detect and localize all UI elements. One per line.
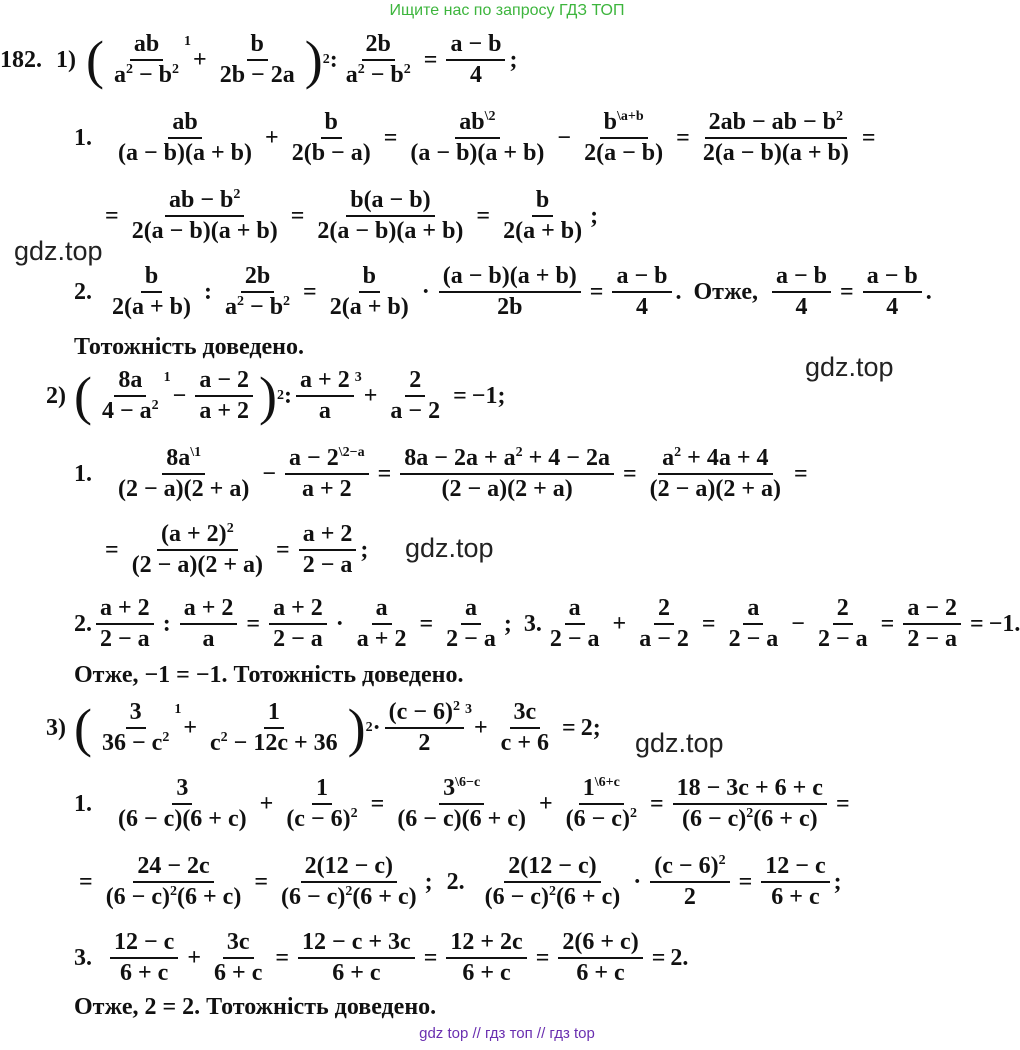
equation-step: 1. $\frac{ab}{(a - b)(a + b)}$ + $\frac{b}{2(b - a)}$ = $\frac{ab^{\backslash 2}}{(a - b)(a + b)}$ − $\frac{b^{\backslash a+b}}{2(a - b)}$ = $\frac{2ab - ab - b^2}{2(a - b)(a + b)}$ = — [74, 109, 876, 167]
conclusion-text: Отже, 2 = 2. Тотожність доведено. — [74, 994, 437, 1020]
problem-number: 182. — [0, 46, 42, 73]
equation-step: 1. $\frac{3}{(6 - c)(6 + c)}$ + $\frac{1}{(c - 6)^2}$ = $\frac{3^{\backslash 6-c}}{(6 - c)(6 + c)}$ + $\frac{1^{\backslash 6+c}}{(6 - c)^2}$ = $\frac{18 - 3c + 6 + c}{(6 - c)^2(6 + c)}$ = — [74, 775, 850, 833]
part-label: 2) — [46, 382, 66, 409]
equation-182-1-statement: 182. 1) ( $\frac{ab}{a^2 - b^2}$ 1 + $\frac{b}{2b - 2a}$ ) 2 : $\frac{2b}{a^2 - b^2}$ = $\frac{a - b}{4}$ ; — [0, 30, 518, 91]
equation-step: 1. $\frac{8a^{\backslash 1}}{(2 - a)(2 + a)}$ − $\frac{a - 2^{\backslash 2-a}}{a + 2}$ = $\frac{8a - 2a + a^2 + 4 - 2a}{(2 - a)(2 + a)}$ = $\frac{a^2 + 4a + 4}{(2 - a)(2 + a)}$ = — [74, 445, 808, 503]
watermark: gdz.top — [405, 533, 494, 563]
part-label: 3) — [46, 714, 66, 741]
equation-step: = $\frac{(a + 2)^2}{(2 - a)(2 + a)}$ = $\frac{a + 2}{2 - a}$ ; — [105, 521, 369, 579]
part-label: 1) — [56, 46, 76, 73]
equation-step: 2. $\frac{a + 2}{2 - a}$ : $\frac{a + 2}{a}$ = $\frac{a + 2}{2 - a}$ · $\frac{a}{a + 2}$ = $\frac{a}{2 - a}$ ; 3. $\frac{a}{2 - a}$ + $\frac{2}{a - 2}$ = $\frac{a}{2 - a}$ − $\frac{2}{2 - a}$ = $\frac{a - 2}{2 - a}$ = −1. — [74, 595, 1020, 653]
conclusion-text: Тотожність доведено. — [74, 334, 304, 360]
equation-182-2-statement: 2) ( $\frac{8a}{4 - a^2}$ 1 − $\frac{a - 2}{a + 2}$ ) 2 : $\frac{a + 2}{a}$ 3 + $\frac{2}{a - 2}$ = −1; — [46, 366, 506, 427]
equation-step: 2. $\frac{b}{2(a + b)}$ : $\frac{2b}{a^2 - b^2}$ = $\frac{b}{2(a + b)}$ · $\frac{(a - b)(a + b)}{2b}$ = $\frac{a - b}{4}$ . Отже, $\frac{a - b}{4}$ = $\frac{a - b}{4}$ . — [74, 263, 932, 321]
equation-182-3-statement: 3) ( $\frac{3}{36 - c^2}$ 1 + $\frac{1}{c^2 - 12c + 36}$ ) 2 · $\frac{(c - 6)^2}{2}$ 3 + $\frac{3c}{c + 6}$ = 2; — [46, 698, 601, 759]
watermark: gdz.top — [635, 728, 724, 758]
footer-links[interactable]: gdz top // гдз топ // гдз top — [419, 1025, 595, 1042]
watermark: gdz.top — [14, 236, 103, 266]
equation-step: 3. $\frac{12 - c}{6 + c}$ + $\frac{3c}{6 + c}$ = $\frac{12 - c + 3c}{6 + c}$ = $\frac{12 + 2c}{6 + c}$ = $\frac{2(6 + c)}{6 + c}$ = 2. — [74, 929, 689, 987]
equation-step: = $\frac{ab - b^2}{2(a - b)(a + b)}$ = $\frac{b(a - b)}{2(a - b)(a + b)}$ = $\frac{b}{2(a + b)}$ ; — [105, 187, 599, 245]
equation-step: = $\frac{24 - 2c}{(6 - c)^2(6 + c)}$ = $\frac{2(12 - c)}{(6 - c)^2(6 + c)}$ ; 2. $\frac{2(12 - c)}{(6 - c)^2(6 + c)}$ · $\frac{(c - 6)^2}{2}$ = $\frac{12 - c}{6 + c}$ ; — [79, 853, 842, 911]
conclusion-text: Отже, −1 = −1. Тотожність доведено. — [74, 662, 464, 688]
otzhe-text: Отже, — [693, 278, 758, 305]
banner-text[interactable]: Ищите нас по запросу ГДЗ ТОП — [389, 2, 625, 19]
watermark: gdz.top — [805, 352, 894, 382]
